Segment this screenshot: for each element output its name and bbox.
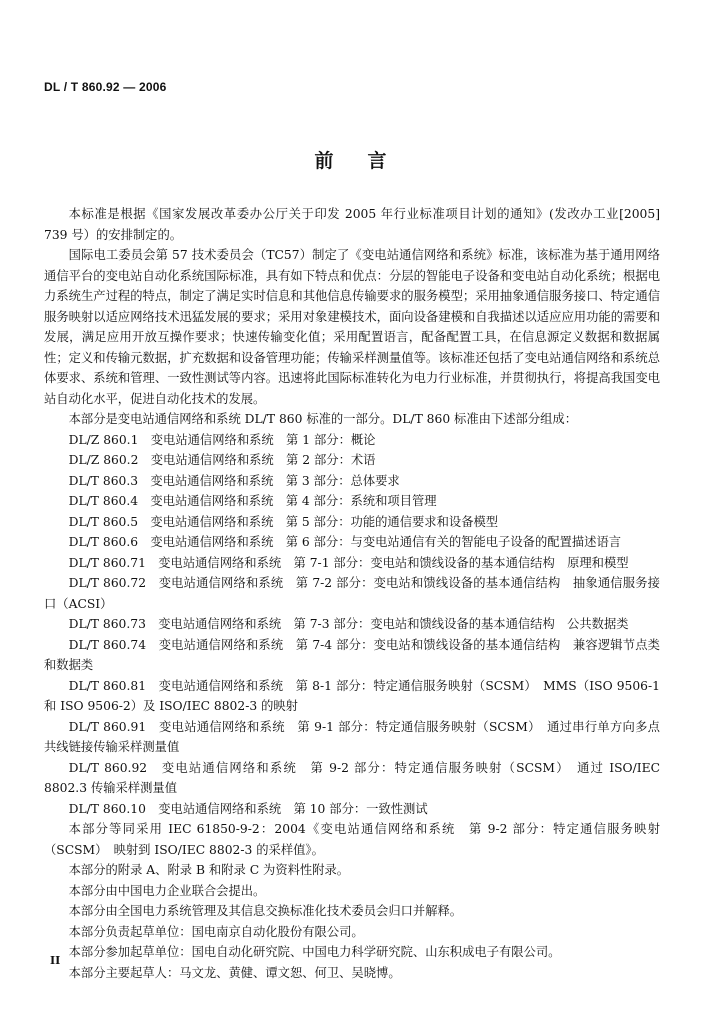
- parts-list-item: DL/Z 860.2 变电站通信网络和系统 第 2 部分：术语: [68, 453, 376, 467]
- appendix-statement: 本部分的附录 A、附录 B 和附录 C 为资料性附录。: [68, 863, 350, 877]
- participating-units-statement: 本部分参加起草单位：国电自动化研究院、中国电力科学研究院、山东积成电子有限公司。: [68, 945, 561, 959]
- parts-list-item: DL/T 860.91 变电站通信网络和系统 第 9-1 部分：特定通信服务映射（SCSM） 通过串行单方向多点共线链接传输采样测量值: [44, 719, 660, 754]
- drafting-unit-statement: 本部分负责起草单位：国电南京自动化股份有限公司。: [68, 924, 364, 939]
- parts-list-item: DL/T 860.3 变电站通信网络和系统 第 3 部分：总体要求: [68, 473, 400, 488]
- page-title: 前言: [314, 150, 421, 172]
- intro-paragraph-1: 本标准是根据《国家发展改革委办公厅关于印发 2005 年行业标准项目计划的通知》(发改办工业[2005] 739 号）的安排制定的。: [44, 207, 660, 242]
- drafters-statement: 本部分主要起草人：马文龙、黄健、谭文恕、何卫、吴晓博。: [68, 965, 401, 980]
- parts-list-item: DL/T 860.10 变电站通信网络和系统 第 10 部分：一致性测试: [68, 801, 428, 816]
- intro-paragraph-3: 本部分是变电站通信网络和系统 DL/T 860 标准的一部分。DL/T 860 标准由下述部分组成：: [68, 412, 578, 426]
- document-body: [44, 204, 660, 983]
- standard-code-header: DL / T 860.92 — 2006: [44, 80, 167, 94]
- adoption-statement: 本部分等同采用 IEC 61850-9-2：2004《变电站通信网络和系统 第 9-2 部分：特定通信服务映射（SCSM） 映射到 ISO/IEC 8802-3 的采样值》。: [44, 822, 660, 857]
- parts-list-item: DL/T 860.4 变电站通信网络和系统 第 4 部分：系统和项目管理: [68, 494, 437, 508]
- parts-list-item: DL/T 860.92 变电站通信网络和系统 第 9-2 部分：特定通信服务映射（SCSM） 通过 ISO/IEC 8802.3 传输采样测量值: [44, 760, 660, 795]
- page-number: II: [50, 954, 61, 967]
- parts-list-item: DL/T 860.5 变电站通信网络和系统 第 5 部分：功能的通信要求和设备模型: [68, 514, 499, 529]
- parts-list-item: DL/T 860.6 变电站通信网络和系统 第 6 部分：与变电站通信有关的智能电子设备的配置描述语言: [68, 535, 622, 549]
- intro-paragraph-2: 国际电工委员会第 57 技术委员会（TC57）制定了《变电站通信网络和系统》标准，该标准为基于通用网络通信平台的变电站自动化系统国际标准，具有如下特点和优点：分层的智能电子设备和变电站自动化系统；根据电力系统生产过程的特点，制定了满足实时信息和其他信息传输要求的服务模型；采用抽象通信服务接口、特定通信服务映射以适应网络技术迅猛发展的要求；采用对象建模技术，面向设备建模和自我描述以适应应用功能的需要和发展，满足应用开放互操作要求；快速传输变化值；采用配置语言，配备配置工具，在信息源定义数据和数据属性；定义和传输元数据，扩充数据和设备管理功能；传输采样测量值等。该标准还包括了变电站通信网络和系统总体要求、系统和管理、一致性测试等内容。迅速将此国际标准转化为电力行业标准，并贯彻执行，将提高我国变电站自动化水平，促进自动化技术的发展。: [44, 248, 660, 406]
- proposer-statement: 本部分由中国电力企业联合会提出。: [68, 883, 266, 898]
- parts-list-item: DL/T 860.71 变电站通信网络和系统 第 7-1 部分：变电站和馈线设备的基本通信结构 原理和模型: [68, 555, 629, 570]
- parts-list-item: DL/T 860.74 变电站通信网络和系统 第 7-4 部分：变电站和馈线设备的基本通信结构 兼容逻辑节点类和数据类: [44, 637, 660, 672]
- parts-list-item: DL/T 860.72 变电站通信网络和系统 第 7-2 部分：变电站和馈线设备的基本通信结构 抽象通信服务接口（ACSI）: [44, 576, 660, 611]
- parts-list-item: DL/T 860.81 变电站通信网络和系统 第 8-1 部分：特定通信服务映射（SCSM） MMS（ISO 9506-1 和 ISO 9506-2）及 ISO/IEC 8802-3 的映射: [44, 678, 660, 713]
- parts-list: [44, 430, 660, 820]
- responsible-committee-statement: 本部分由全国电力系统管理及其信息交换标准化技术委员会归口并解释。: [68, 904, 463, 918]
- parts-list-item: DL/T 860.73 变电站通信网络和系统 第 7-3 部分：变电站和馈线设备的基本通信结构 公共数据类: [68, 617, 629, 631]
- parts-list-item: DL/Z 860.1 变电站通信网络和系统 第 1 部分：概论: [68, 432, 376, 447]
